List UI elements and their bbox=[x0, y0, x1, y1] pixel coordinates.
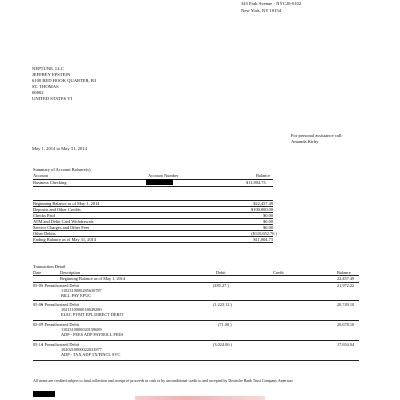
transaction-divider bbox=[33, 360, 359, 361]
summary-title: Summary of Account Balance(s) bbox=[33, 167, 91, 172]
recipient-line: NEPTUNE, LLC bbox=[32, 66, 64, 71]
row-date: 05-01 bbox=[33, 282, 44, 288]
row-debit: (3,024.06 ) bbox=[213, 342, 232, 347]
row-balance: 21,972.22 bbox=[337, 282, 355, 288]
beginning-balance: 22,457.49 bbox=[337, 276, 355, 281]
row-debit: (485.27 ) bbox=[213, 282, 229, 288]
transaction-beginning-row bbox=[33, 276, 359, 281]
transaction-title: Transaction Detail bbox=[33, 264, 66, 269]
recipient-line: 00802 bbox=[32, 90, 44, 95]
balance-value: $11,804.73 bbox=[253, 236, 273, 242]
row-date: 05-14 bbox=[33, 342, 44, 347]
table-row bbox=[33, 322, 359, 339]
footer-stripe bbox=[135, 396, 265, 400]
row-description: + Preauthorized Debit bbox=[41, 322, 79, 327]
summary-col-account: Account bbox=[33, 173, 48, 178]
balance-value: $0.00 bbox=[263, 212, 273, 218]
row-date: 05-06 bbox=[33, 302, 44, 307]
row-reference: 1020210000022631877 bbox=[61, 347, 102, 353]
statement-period: May 1, 2014 to May 31, 2014 bbox=[32, 146, 87, 151]
balance-label: Beginning Balance as of May 1, 2014 bbox=[33, 200, 100, 206]
row-payee: BILL PAY EPUC bbox=[61, 292, 92, 298]
recipient-line: UNITED STATES VI bbox=[32, 96, 73, 101]
beginning-label: Beginning Balance as of May 1, 2014 bbox=[60, 276, 126, 281]
row-reference: 1021110000018649280 bbox=[61, 307, 102, 313]
balance-label: Other Debits bbox=[33, 230, 56, 236]
recipient-line: ST. THOMAS bbox=[32, 84, 59, 89]
transaction-divider bbox=[33, 320, 359, 321]
balance-value: ($110,652.76 ) bbox=[251, 230, 277, 236]
assistance-contact: Amanda Kirby bbox=[291, 139, 319, 144]
transaction-divider bbox=[33, 340, 359, 341]
balance-value: $22,457.49 bbox=[253, 200, 273, 206]
table-row bbox=[33, 283, 359, 300]
row-reference: 1102310000020158689 bbox=[61, 327, 102, 333]
row-description: + Preauthorized Debit bbox=[41, 302, 79, 307]
balance-label: Checks Paid bbox=[33, 212, 55, 218]
balance-label: ATM and Debit Card Withdrawals bbox=[33, 218, 94, 224]
summary-divider bbox=[33, 186, 273, 187]
balance-value: $0.00 bbox=[263, 224, 273, 230]
col-credit: Credit bbox=[273, 269, 284, 275]
balance-label: Deposits and Other Credits bbox=[33, 206, 81, 212]
col-debit: Debit bbox=[216, 269, 226, 275]
col-description: Description bbox=[60, 269, 81, 275]
row-payee: ADP - FEES ADP PAYROLL FEES bbox=[61, 332, 124, 338]
bank-address-line-2: New York, NY 10154 bbox=[241, 8, 282, 13]
row-balance: 20,749.10 bbox=[337, 302, 355, 307]
balance-label: Ending Balance as of May 31, 2014 bbox=[33, 236, 97, 242]
row-date: 05-07 bbox=[33, 322, 44, 327]
row-payee: ELEC PYMT EPL DIRECT DEBIT bbox=[61, 312, 124, 318]
row-description: + Preauthorized Debit bbox=[41, 342, 79, 347]
row-reference: 1102310000285630787 bbox=[61, 287, 102, 293]
table-row bbox=[33, 342, 359, 359]
row-description: + Preauthorized Debit bbox=[41, 282, 79, 288]
balance-label: Service Charges and Other Fees bbox=[33, 224, 90, 230]
footnote: All items are credited subject to final collection and receipt of proceeds in cash or by unconditional credit to and accepted by Deutsche Bank Trust Company Americas bbox=[33, 379, 293, 383]
redacted-account-number bbox=[146, 179, 173, 185]
table-row bbox=[33, 302, 359, 319]
recipient-line: JEFFREY EPSTEIN bbox=[32, 72, 71, 77]
bank-address-line-1: 345 Park Avenue - NYC20-0102 bbox=[241, 1, 302, 6]
balance-value: $0.00 bbox=[263, 218, 273, 224]
transaction-divider bbox=[33, 300, 359, 301]
recipient-line: 6100 RED HOOK QUARTER, B3 bbox=[32, 78, 97, 83]
summary-col-number: Account Number bbox=[148, 173, 179, 178]
balance-divider bbox=[33, 242, 273, 243]
summary-account-balance: $11,804.73 bbox=[246, 180, 266, 185]
row-balance: 17,654.04 bbox=[337, 342, 355, 347]
col-date: Date bbox=[33, 269, 42, 275]
redacted-box bbox=[33, 391, 55, 397]
assistance-label: For personal assistance call: bbox=[291, 133, 343, 138]
balance-value: $100,000.00 bbox=[251, 206, 273, 212]
col-balance: Balance bbox=[337, 269, 351, 275]
row-balance: 20,678.10 bbox=[337, 322, 355, 327]
row-debit: (71.00 ) bbox=[218, 322, 232, 327]
summary-col-balance: Balance bbox=[256, 173, 271, 178]
row-debit: (1,223.12 ) bbox=[213, 302, 232, 307]
row-payee: ADP - TAX ADP TX/FINCL SVC bbox=[61, 352, 121, 358]
summary-account-name: Business Checking bbox=[33, 180, 67, 185]
transaction-header bbox=[33, 270, 359, 275]
